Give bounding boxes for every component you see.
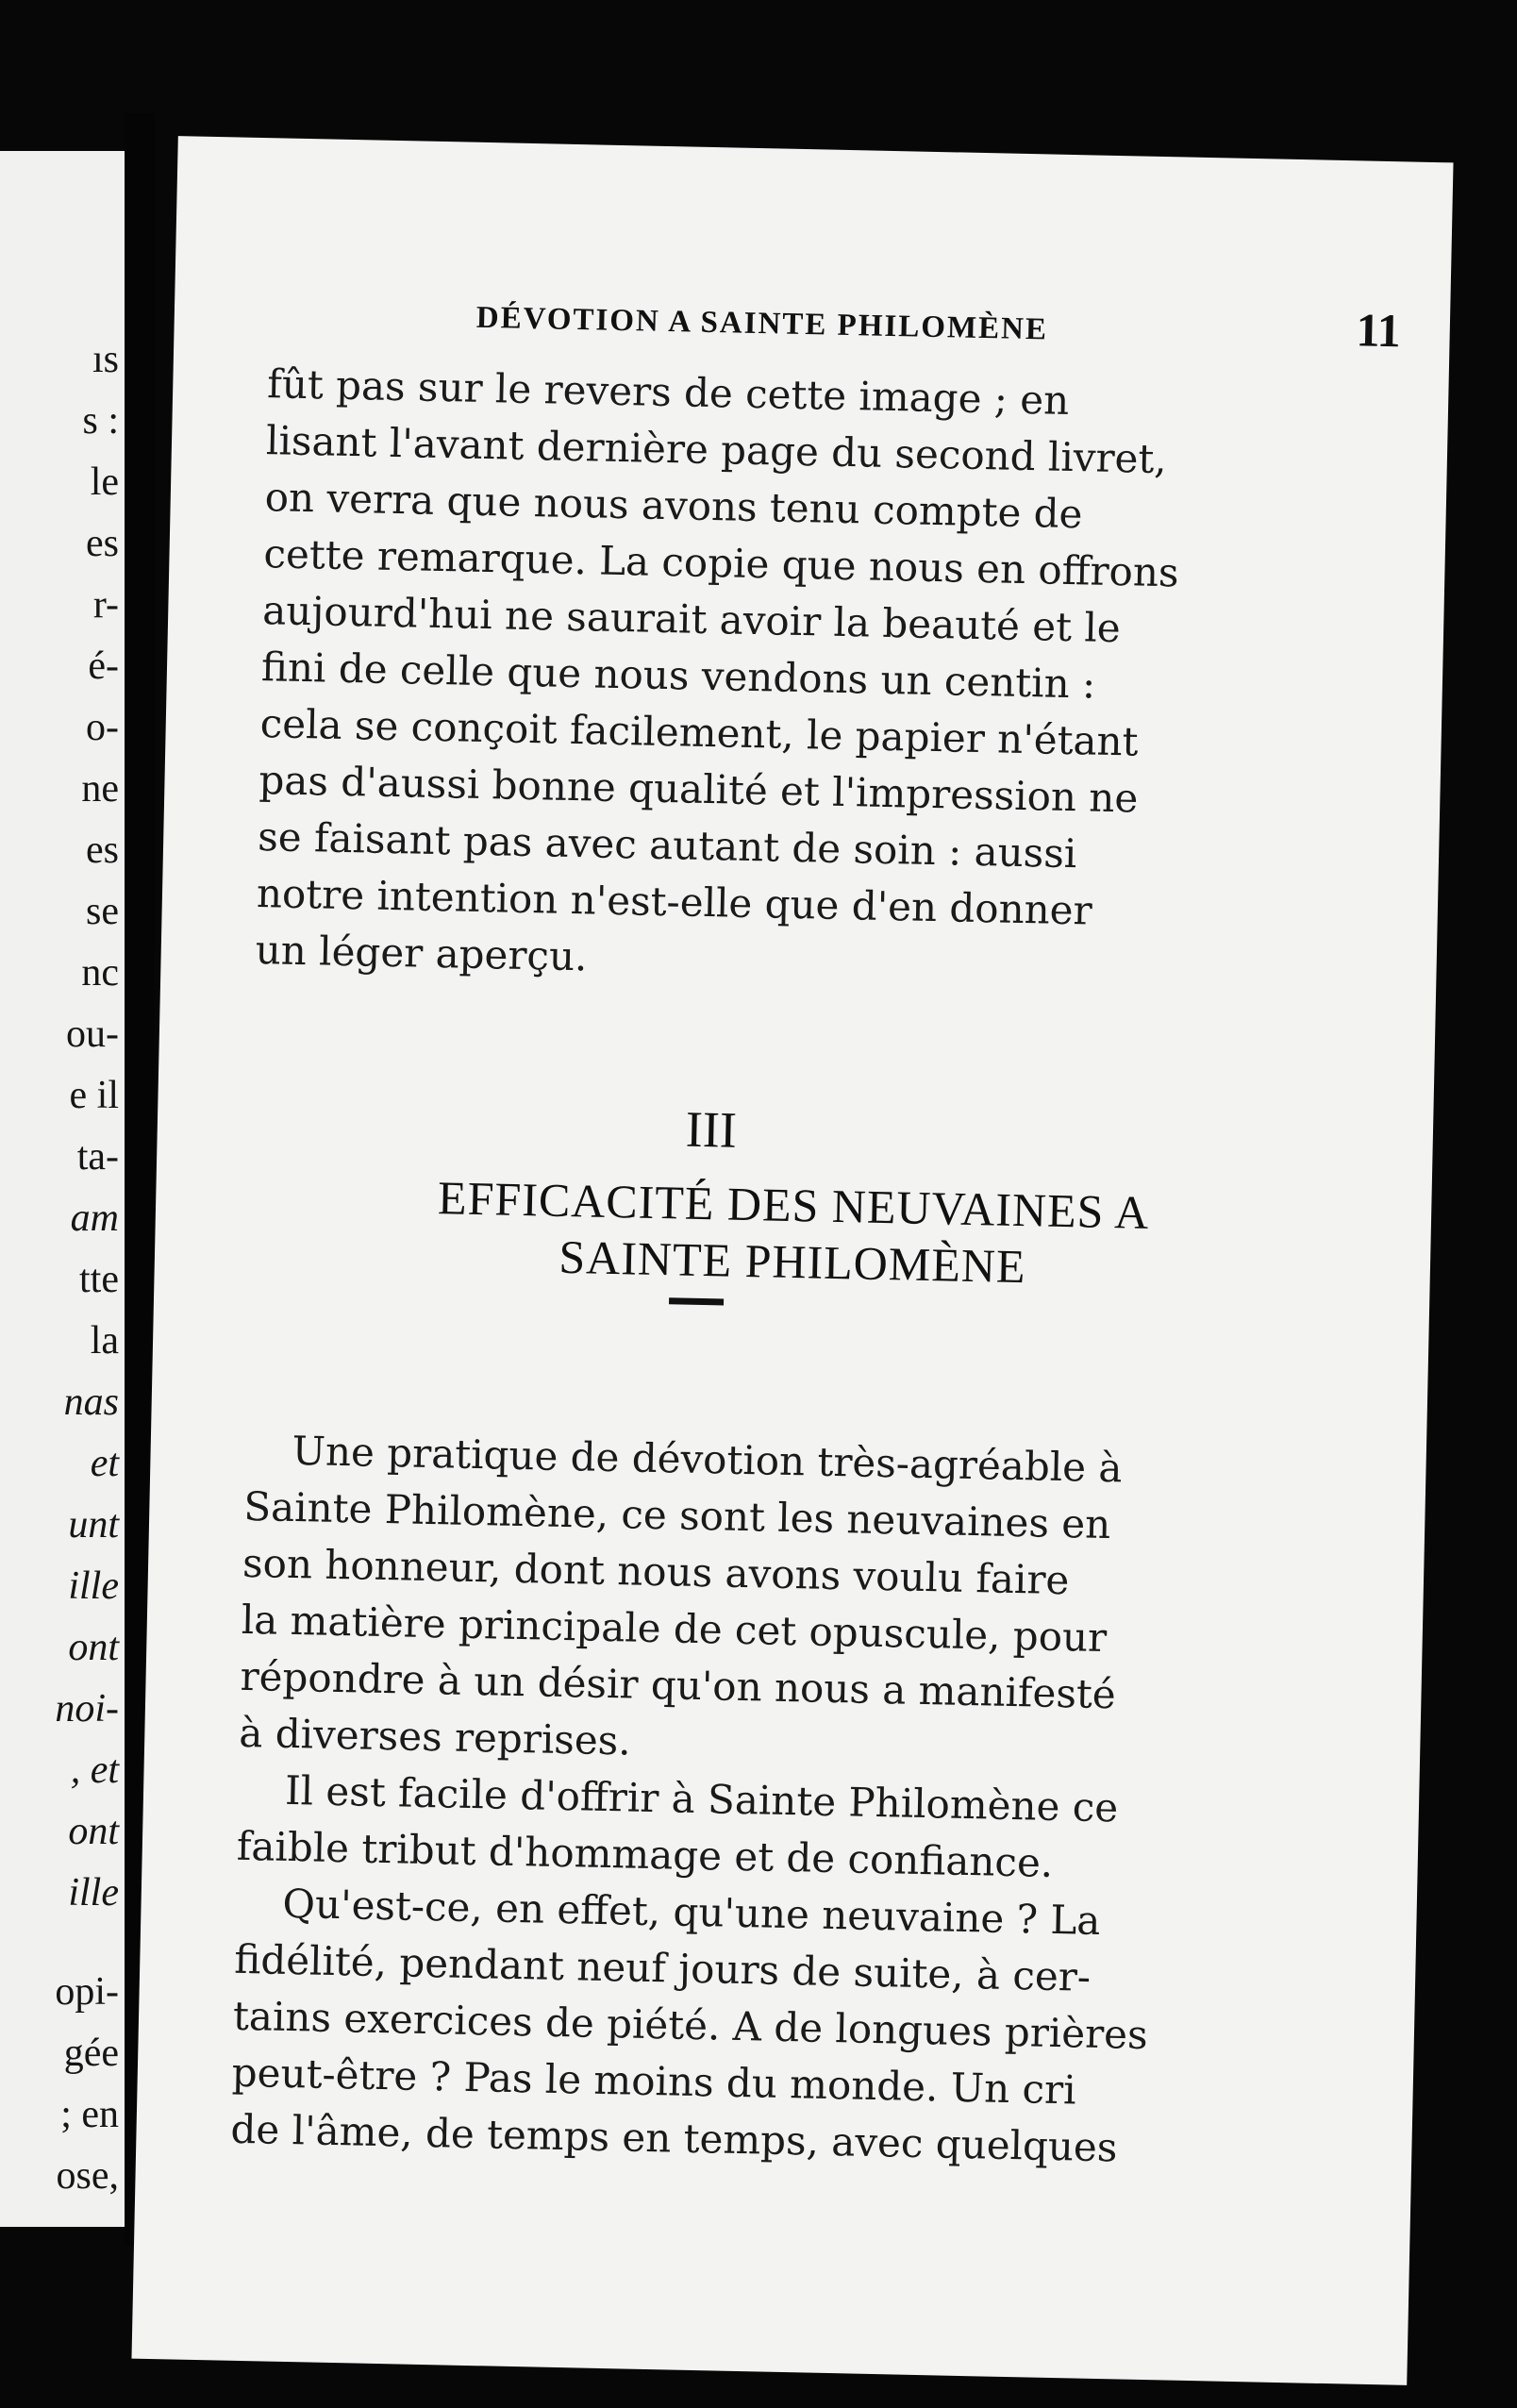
left-page-fragment: r-	[92, 583, 119, 627]
left-page-fragment: ille	[68, 1564, 119, 1608]
text-line: faible tribut d'hommage et de confiance.	[236, 1822, 1054, 1886]
book-page	[131, 136, 1453, 2385]
text-line: à diverses reprises.	[238, 1709, 632, 1764]
left-page-fragment: es	[86, 522, 119, 565]
text-line: son honneur, dont nous avons voulu faire	[242, 1539, 1070, 1604]
text-line: la matière principale de cet opuscule, pour	[241, 1596, 1108, 1662]
text-line: peut-être ? Pas le moins du monde. Un cri	[231, 2048, 1077, 2114]
left-page-fragment: o-	[86, 706, 119, 749]
section-heading: SAINTE PHILOMÈNE	[558, 1229, 1027, 1294]
left-page-fragment: ta-	[76, 1135, 119, 1179]
left-page-fragment: ont	[68, 1810, 119, 1853]
text-line: lisant l'avant dernière page du second livret,	[265, 417, 1168, 483]
left-page-fragment: é-	[88, 644, 119, 688]
left-page-fragment: ou-	[66, 1012, 119, 1056]
left-page-fragment: ıs	[92, 338, 119, 381]
left-page-fragment: ; en	[60, 2093, 119, 2136]
left-page-fragment: ille	[68, 1871, 119, 1915]
page-number: 11	[1355, 303, 1402, 358]
left-facing-page	[0, 151, 125, 2227]
running-head	[475, 284, 1401, 359]
left-page-fragment: s :	[82, 399, 119, 443]
text-line: fidélité, pendant neuf jours de suite, à cer-	[233, 1935, 1092, 2000]
text-line: tains exercices de piété. A de longues prières	[232, 1992, 1149, 2059]
text-line: cela se conçoit facilement, le papier n'étant	[259, 700, 1140, 765]
text-line: on verra que nous avons tenu compte de	[264, 474, 1083, 538]
text-line: fût pas sur le revers de cette image ; en	[266, 360, 1070, 424]
left-page-fragment: ne	[81, 767, 119, 811]
left-page-fragment: et	[90, 1442, 119, 1485]
left-page-fragment: gée	[63, 2032, 119, 2075]
left-page-fragment: , et	[70, 1748, 119, 1792]
separator-dash	[669, 1297, 724, 1305]
left-page-fragment: es	[86, 828, 119, 872]
text-line: un léger aperçu.	[255, 927, 588, 980]
text-line: Il est facile d'offrir à Sainte Philomène ce	[284, 1766, 1119, 1831]
left-page-fragment: tte	[79, 1258, 119, 1301]
text-line: de l'âme, de temps en temps, avec quelques	[230, 2105, 1118, 2171]
section-heading: EFFICACITÉ DES NEUVAINES A	[437, 1171, 1150, 1239]
text-line: aujourd'hui ne saurait avoir la beauté et le	[261, 587, 1122, 652]
text-line: fini de celle que nous vendons un centin :	[260, 644, 1096, 708]
text-line: répondre à un désir qu'on nous a manifesté	[240, 1652, 1117, 1718]
text-line: notre intention n'est-elle que d'en donner	[256, 870, 1093, 934]
left-page-fragment: e il	[69, 1074, 119, 1117]
text-line: cette remarque. La copie que nous en offrons	[263, 530, 1179, 596]
running-title: DÉVOTION A SAINTE PHILOMÈNE	[475, 300, 1049, 347]
left-page-fragment: ont	[68, 1626, 119, 1669]
section-number: III	[685, 1100, 738, 1159]
text-line: Sainte Philomène, ce sont les neuvaines en	[242, 1482, 1111, 1548]
text-line: Une pratique de dévotion très-agréable à	[292, 1427, 1123, 1492]
left-page-fragment: noi-	[55, 1687, 119, 1731]
left-page-fragment: unt	[68, 1503, 119, 1547]
left-page-fragment: nc	[81, 951, 119, 995]
left-page-fragment: le	[90, 460, 119, 504]
left-page-fragment: la	[90, 1319, 119, 1363]
left-page-fragment: opi-	[55, 1970, 119, 2014]
left-page-fragment: am	[70, 1196, 119, 1240]
left-page-fragment: nas	[63, 1380, 119, 1424]
text-line: pas d'aussi bonne qualité et l'impression ne	[258, 757, 1139, 822]
text-line: Qu'est-ce, en effet, qu'une neuvaine ? La	[282, 1880, 1101, 1944]
left-page-fragment: ose,	[56, 2154, 119, 2198]
text-line: se faisant pas avec autant de soin : aussi	[257, 813, 1077, 878]
left-page-fragment: se	[86, 890, 119, 933]
